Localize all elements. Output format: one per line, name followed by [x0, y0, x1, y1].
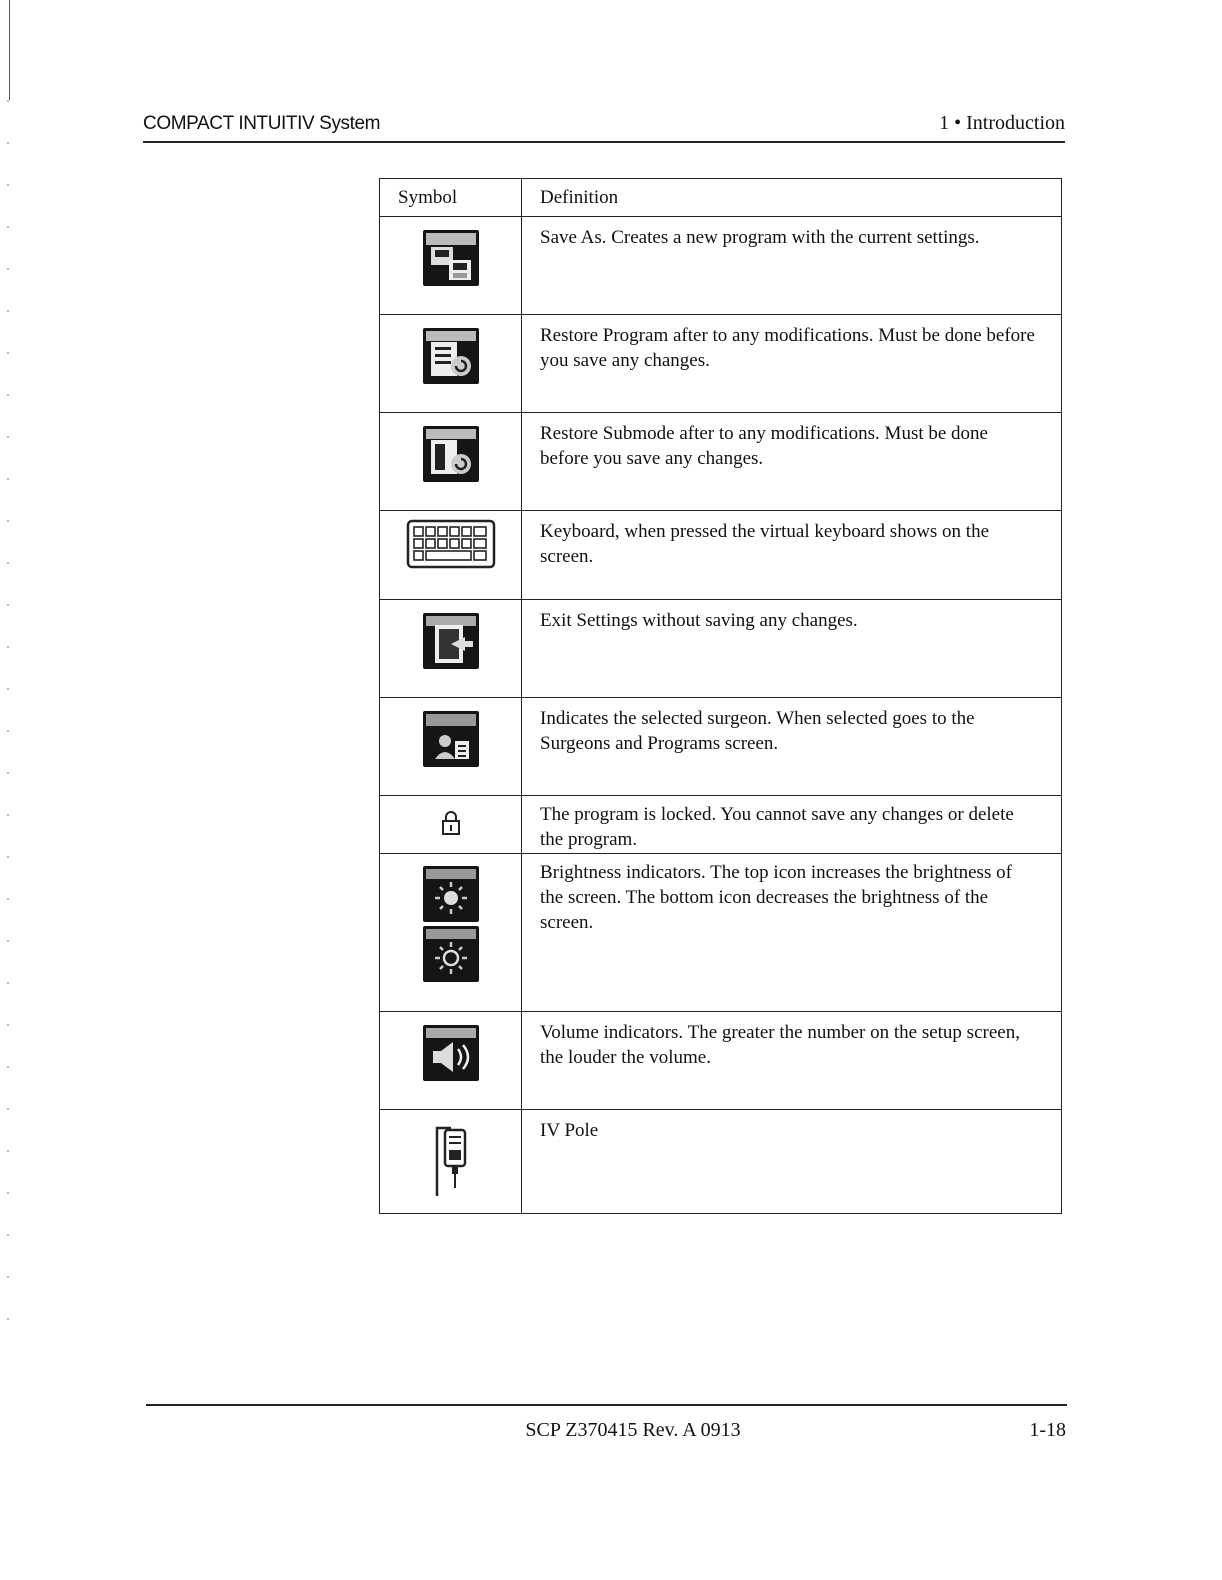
definition-cell: The program is locked. You cannot save any changes or delete the program. — [522, 796, 1062, 854]
symbol-cell — [380, 511, 522, 600]
table-row — [380, 854, 1062, 1012]
restore-submode-icon — [423, 426, 479, 482]
table-header-row — [380, 179, 1062, 217]
symbol-cell — [380, 413, 522, 511]
table-row — [380, 1110, 1062, 1214]
symbol-cell — [380, 1012, 522, 1110]
brightness-up-icon — [423, 866, 479, 922]
symbol-cell — [380, 796, 522, 854]
brightness-down-icon — [423, 926, 479, 982]
definition-cell: Restore Program after to any modifications. Must be done before you save any changes. — [522, 315, 1062, 413]
margin-dots — [7, 100, 9, 1320]
volume-icon — [423, 1025, 479, 1081]
footer-doc-id: SCP Z370415 Rev. A 0913 — [525, 1419, 741, 1441]
margin-line — [9, 0, 10, 100]
table-row — [380, 511, 1062, 600]
header-title: COMPACT INTUITIV System — [143, 113, 381, 134]
table-row — [380, 413, 1062, 511]
definition-cell: Restore Submode after to any modifications. Must be done before you save any changes. — [522, 413, 1062, 511]
lock-icon — [441, 810, 461, 836]
symbol-cell — [380, 315, 522, 413]
definition-cell: IV Pole — [522, 1110, 1062, 1214]
symbol-cell — [380, 854, 522, 1012]
exit-settings-icon — [423, 613, 479, 669]
iv-pole-icon — [431, 1122, 471, 1198]
footer-rule — [146, 1404, 1067, 1406]
table-row — [380, 698, 1062, 796]
header-chapter: 1 • Introduction — [939, 112, 1065, 134]
symbol-cell — [380, 600, 522, 698]
definition-cell: Save As. Creates a new program with the current settings. — [522, 217, 1062, 315]
definition-cell: Exit Settings without saving any changes. — [522, 600, 1062, 698]
table-row — [380, 1012, 1062, 1110]
restore-program-icon — [423, 328, 479, 384]
table-row — [380, 600, 1062, 698]
definition-cell: Brightness indicators. The top icon increases the brightness of the screen. The bottom icon decreases the brightness of the screen. — [522, 854, 1062, 1012]
footer-page-number: 1-18 — [1029, 1419, 1066, 1441]
symbol-table — [379, 178, 1062, 1214]
symbol-cell — [380, 217, 522, 315]
page-header — [143, 111, 1065, 143]
symbol-cell — [380, 698, 522, 796]
symbol-cell — [380, 1110, 522, 1214]
definition-cell: Volume indicators. The greater the number on the setup screen, the louder the volume. — [522, 1012, 1062, 1110]
table-row — [380, 217, 1062, 315]
table-row — [380, 796, 1062, 854]
keyboard-icon — [406, 519, 496, 571]
table-row — [380, 315, 1062, 413]
symbol-column-header: Symbol — [380, 179, 522, 217]
save-as-icon — [423, 230, 479, 286]
definition-column-header: Definition — [522, 179, 1062, 217]
brightness-icons — [423, 866, 479, 986]
surgeon-icon — [423, 711, 479, 767]
definition-cell: Indicates the selected surgeon. When selected goes to the Surgeons and Programs screen. — [522, 698, 1062, 796]
definition-cell: Keyboard, when pressed the virtual keyboard shows on the screen. — [522, 511, 1062, 600]
